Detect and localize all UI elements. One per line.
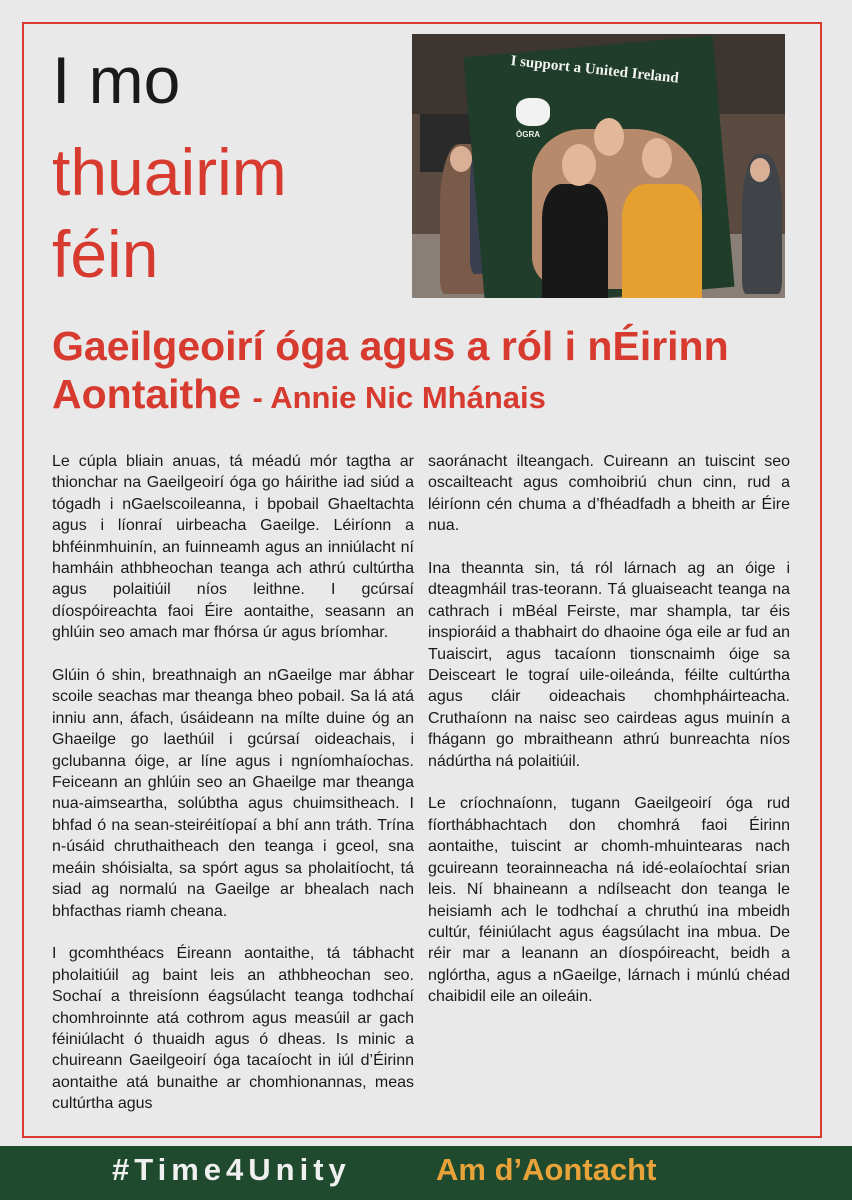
ogra-logo-icon: [516, 98, 550, 126]
article-photo: [412, 34, 785, 298]
headline-author: - Annie Nic Mhánais: [252, 380, 546, 415]
photo-person-coat: [542, 184, 608, 298]
photo-person-face: [562, 144, 596, 186]
footer-irish-slogan: Am d’Aontacht: [436, 1152, 657, 1187]
photo-person-face: [594, 118, 624, 156]
headline-title: Gaeilgeoirí óga agus a ról i nÉirinn Aontaithe: [52, 323, 729, 417]
article-paragraph: Glúin ó shin, breathnaigh an nGaeilge mar ábhar scoile seachas mar theanga bheo pobail. Sa lá atá inniu ann, áfach, úsáideann na mílte duine óg an Ghaeilge go laethúil i gcúrsaí oideachais, i gclubanna óige, ar líne agus i ngníomhaíochas. Feiceann an ghlúin seo an Ghaeilge mar theanga nua-aimseartha, solúbtha agus chuimsitheach. I bhfad ó na sean-steiréitíopaí a bhí ann tráth. Trína n-úsáid chruthaitheach den teanga i gceol, sna meáin shóisialta, sa spórt agus sa pholaitíocht, tá siad ag normalú na Gaeilge ar bhealach nach bhfacthas riamh cheana.: [52, 667, 414, 920]
article-paragraph: Ina theannta sin, tá ról lárnach ag an óige i dteagmháil tras-teorann. Tá gluaiseacht teanga na cathrach i mBéal Feirste, mar shampla, tar éis inspioráid a thabhairt do dhaoine óga eile ar fud an Tuaiscirt, agus tacaíonn tionscnaimh óige sa Deisceart le tograí uile-oileánda, féilte cultúrtha agus cláir oideachais chomhpháirteacha. Cruthaíonn na naisc seo cairdeas agus muinín a fhágann go mbraitheann athrú bunreachta níos nádúrtha ná polaitiúil.: [428, 560, 790, 770]
article-headline: [52, 322, 812, 422]
photo-logo-text: ÓGRA: [516, 130, 540, 139]
article-paragraph: Le críochnaíonn, tugann Gaeilgeoirí óga rud fíorthábhachtach don chomhrá faoi Éirinn aontaithe, tuiscint ar chomh-mhuintearas nach gcuireann teorainneacha ná idé-eolaíochtaí srian leis. Ní bhaineann a ndílseacht don teanga le heisiamh ach le todhchaí a chruthú ina mbeidh cultúr, féiniúlacht agus éagsúlacht ina mbua. De réir mar a leanann an díospóireacht, beidh a nglórtha, agus a nGaeilge, lárnach i múnlú chéad chaibidil eile an oileáin.: [428, 795, 790, 1006]
article-paragraph: Le cúpla bliain anuas, tá méadú mór tagtha ar thionchar na Gaeilgeoirí óga go háirithe iad siúd a tógadh i nGaelscoileanna, i bpobail Ghaeltachta agus i líonraí uirbeacha Gaeilge. Léiríonn a bhféinmhuinín, an fuinneamh agus an inniúlacht ní hamháin athbheochan teanga ach athrú cultúrtha agus polaitiúil níos leithne. I gcúrsaí díospóireachta faoi Éire aontaithe, seasann an ghlúin seo amach mar fhórsa úr agus bríomhar.: [52, 453, 414, 642]
kicker-line-1: I mo: [52, 43, 181, 117]
article-paragraph: saoránacht ilteangach. Cuireann an tuiscint seo oscailteacht agus comhoibriú chun cinn, rud a léiríonn cén chuma a d’fhéadfadh a bheith ar Éire nua.: [428, 453, 790, 535]
photo-bystander-head: [450, 146, 472, 172]
photo-bystander-head: [750, 158, 770, 182]
photo-person-face: [642, 138, 672, 178]
photo-person-jacket: [622, 184, 702, 298]
kicker-line-2: thuairim: [52, 135, 287, 209]
photo-board-text: I support a United Ireland: [509, 53, 680, 87]
article-paragraph: I gcomhthéacs Éireann aontaithe, tá tábhacht pholaitiúil ag baint leis an athbheochan seo. Sochaí a threisíonn éagsúlacht teanga todhchaí chomhroinnte atá cothrom agus measúil ar gach féiniúlacht ó thuaidh agus ó dheas. Is minic a chuireann Gaeilgeoirí óga tacaíocht in iúl d’Éirinn aontaithe atá bunaithe ar chomhionannas, meas cultúrtha agus: [52, 945, 414, 1113]
footer-hashtag: #Time4Unity: [112, 1152, 351, 1187]
article-column-right: [428, 451, 790, 1029]
kicker-line-3: féin: [52, 217, 159, 291]
article-column-left: [52, 451, 414, 1136]
